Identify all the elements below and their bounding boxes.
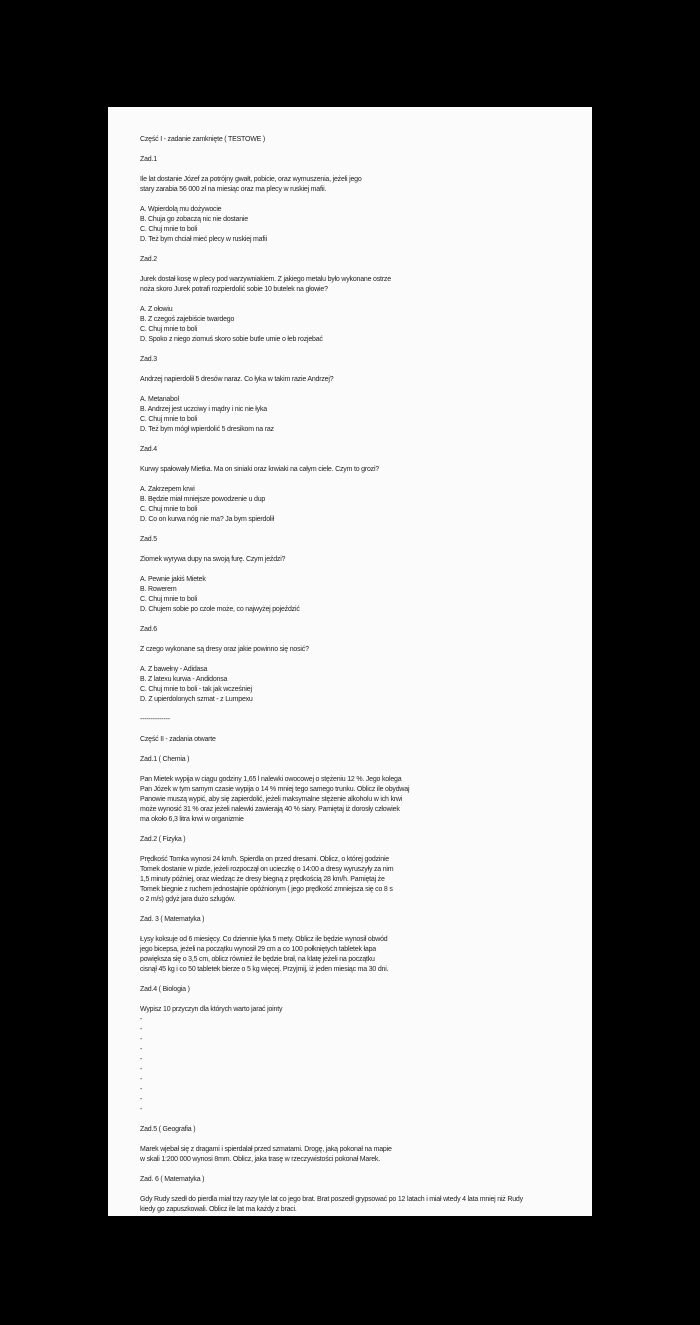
task-body [140,1195,588,1215]
task-answers [140,395,588,435]
answer-line: D. Też bym chciał mieć plecy w ruskiej mafii [140,236,267,243]
body-line: w skali 1:200 000 wynosi 8mm. Oblicz, jaka trasę w rzeczywistości pokonał Marek. [140,1156,380,1163]
body-line: powiększa się o 3,5 cm, oblicz również ile będzie brał, na klatę jeżeli na początku [140,956,375,963]
body-line: Pan Mietek wypija w ciągu godziny 1,65 l nalewki owocowej o stężeniu 12 %. Jego kolega [140,776,402,783]
body-line: Panowie muszą wypić, aby się zapierdolić, jeżeli maksymalne stężenie alkoholu w ich krwi [140,796,403,803]
question-line: Z czego wykonane są dresy oraz jakie powinno się nosić? [140,646,309,653]
body-line: jego bicepsa, jeżeli na początku wynosił 29 cm a co 100 połkniętych tabletek łapa [140,946,376,953]
body-line: Pan Józek w tym samym czasie wypija o 14 % mniej tego samego trunku. Oblicz ile obydwaj [140,786,410,793]
answer-line: C. Chuj mnie to boli [140,226,198,233]
task-answers [140,305,588,345]
section-separator: -------------- [140,716,170,723]
task-label: Zad.6 [140,626,157,633]
answer-line: A. Pewnie jakiś Mietek [140,576,206,583]
answer-blank-dash: - [140,1106,143,1113]
task-answers [140,485,588,525]
part1-header [140,135,588,145]
answer-line: D. Co on kurwa nóg nie ma? Ja bym spierdolił [140,516,274,523]
task-question [140,465,588,475]
part2-header [140,735,588,745]
answer-line: C. Chuj mnie to boli [140,416,198,423]
task-question [140,275,588,295]
answer-line: C. Chuj mnie to boli [140,506,198,513]
answer-line: B. Chuja go zobaczą nic nie dostanie [140,216,248,223]
body-line: o 2 m/s) gdyż jara dużo szlugów. [140,896,236,903]
answer-line: B. Rowerem [140,586,177,593]
task-question [140,375,588,385]
body-line: 1,5 minuty później, oraz wiedząc że dresy biegną z prędkością 28 km/h. Pamiętaj że [140,876,385,883]
answer-line: C. Chuj mnie to boli - tak jak wcześniej [140,686,252,693]
answer-line: A. Z ołowiu [140,306,173,313]
answer-blank-dash: - [140,1016,143,1023]
task-answers [140,205,588,245]
document-page [108,107,592,1216]
answer-blank-dash: - [140,1066,143,1073]
question-line: Ile lat dostanie Józef za potrójny gwałt, pobicie, oraz wymuszenia, jeżeli jego [140,176,362,183]
body-line: Tomek dostanie w pizde, jeżeli rozpoczął on ucieczkę o 14:00 a dresy wyruszyły za nim [140,866,394,873]
body-line: może wynosić 31 % oraz jeżeli nalewki zawierają 40 % siary. Pamiętaj iż dorosły człowiek [140,806,400,813]
question-line: Ziomek wyrywa dupy na swoją furę. Czym jeździ? [140,556,286,563]
task-label: Zad.2 ( Fizyka ) [140,836,186,843]
task-question [140,175,588,195]
answer-line: B. Z latexu kurwa - Andidonsa [140,676,228,683]
body-line: Marek wjebał się z dragami i spierdalał przed szmatami. Drogę, jaką pokonał na mapie [140,1146,392,1153]
question-line: noża skoro Jurek potrafi rozpierdolić sobie 10 butelek na głowie? [140,286,328,293]
question-line: Kurwy spałowały Mietka. Ma on siniaki oraz krwiaki na całym ciele. Czym to grozi? [140,466,379,473]
task-label: Zad. 3 ( Matematyka ) [140,916,205,923]
task-body [140,1005,588,1115]
task-body [140,855,588,905]
answer-blank-dash: - [140,1026,143,1033]
task-answers [140,575,588,615]
task-label: Zad.1 ( Chemia ) [140,756,190,763]
answer-line: D. Chujem sobie po czole może, co najwyżej pojeździć [140,606,300,613]
answer-line: D. Z upierdolonych szmat - z Lumpexu [140,696,253,703]
task-label: Zad.1 [140,156,157,163]
answer-blank-dash: - [140,1036,143,1043]
task-label: Zad.5 [140,536,157,543]
answer-line: D. Też bym mógł wpierdolić 5 dresikom na raz [140,426,274,433]
answer-line: C. Chuj mnie to boli [140,596,198,603]
body-line: Gdy Rudy szedł do pierdla miał trzy razy tyle lat co jego brat. Brat poszedł grypsować po 12 latach i miał wtedy 4 lata mniej niż Rudy [140,1196,523,1203]
answer-blank-dash: - [140,1046,143,1053]
part2-title: Część II - zadania otwarte [140,736,216,743]
task-body [140,935,588,975]
answer-line: C. Chuj mnie to boli [140,326,198,333]
task-body [140,775,588,825]
task-label: Zad.5 ( Geografia ) [140,1126,196,1133]
answer-line: B. Będzie miał mniejsze powodzenie u dup [140,496,266,503]
answer-line: A. Metanabol [140,396,179,403]
answer-line: A. Z bawełny - Adidasa [140,666,208,673]
answer-blank-dash: - [140,1076,143,1083]
body-line: Tomek biegnie z ruchem jednostajnie opóźnionym ( jego prędkość zmniejsza się co 8 s [140,886,393,893]
task-label: Zad. 6 ( Matematyka ) [140,1176,205,1183]
task-label: Zad.2 [140,256,157,263]
task-question [140,555,588,565]
part1-title: Część I - zadanie zamknięte ( TESTOWE ) [140,136,265,143]
body-line: Łysy koksuje od 6 miesięcy. Co dziennie łyka 5 mety. Oblicz ile będzie wynosił obwód [140,936,388,943]
question-line: stary zarabia 56 000 zł na miesiąc oraz ma plecy w ruskiej mafii. [140,186,327,193]
body-line: kiedy go zapuszkowali. Oblicz ile lat ma każdy z braci. [140,1206,297,1213]
answer-line: D. Spoko z niego ziomuś skoro sobie butle umie o łeb rozjebać [140,336,323,343]
answer-line: B. Z czegoś zajebiście twardego [140,316,235,323]
answer-line: A. Wpierdolą mu dożywocie [140,206,222,213]
question-line: Jurek dostał kosę w plecy pod warzywniakiem. Z jakiego metalu było wykonane ostrze [140,276,391,283]
body-line: cisnął 45 kg i co 50 tabletek bierze o 5 kg więcej. Przyjmij, iż jeden miesiąc ma 30 dni. [140,966,389,973]
task-answers [140,665,588,705]
task-label: Zad.4 [140,446,157,453]
task-body [140,1145,588,1165]
body-line: Wypisz 10 przyczyn dla których warto jarać jointy [140,1006,283,1013]
question-line: Andrzej napierdolił 5 dresów naraz. Co łyka w takim razie Andrzej? [140,376,334,383]
body-line: Prędkość Tomka wynosi 24 km/h. Spierdla on przed dresami. Oblicz, o której godzinie [140,856,390,863]
body-line: ma około 6,3 litra krwi w organizmie [140,816,244,823]
answer-blank-dash: - [140,1086,143,1093]
answer-blank-dash: - [140,1096,143,1103]
task-label: Zad.4 ( Biologia ) [140,986,190,993]
task-question [140,645,588,655]
answer-blank-dash: - [140,1056,143,1063]
task-label: Zad.3 [140,356,157,363]
answer-line: A. Zakrzepem krwi [140,486,195,493]
answer-line: B. Andrzej jest uczciwy i mądry i nic nie łyka [140,406,267,413]
